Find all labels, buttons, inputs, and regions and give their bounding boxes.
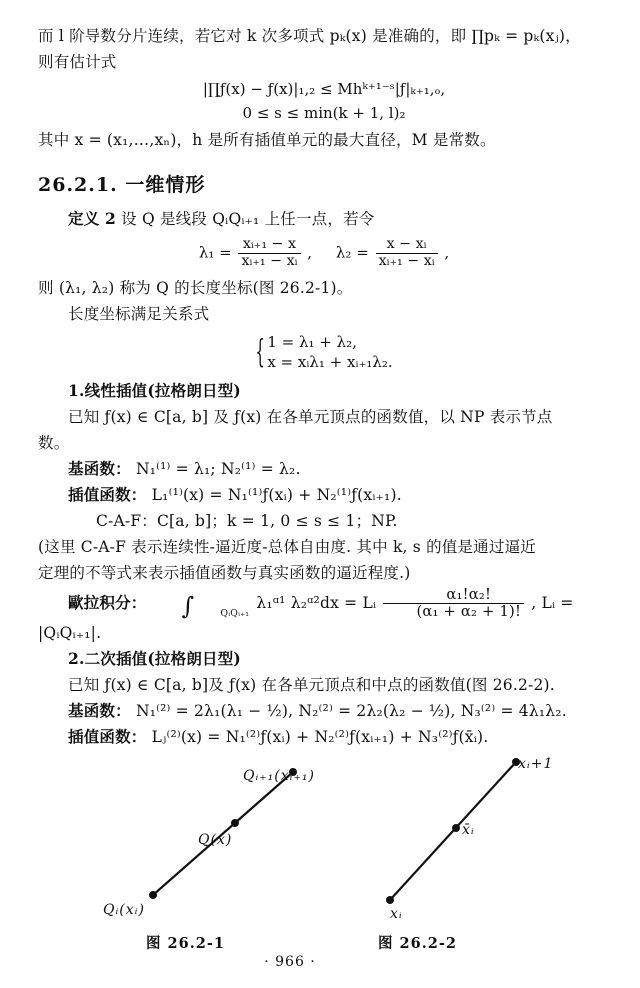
paragraph-line: 则有估计式 — [38, 53, 117, 72]
figure-26-2-1-caption: 图 26.2-1 — [146, 935, 225, 952]
figure-26-2-2-label-mid: x̄ᵢ — [462, 822, 475, 838]
interpolation-function-line — [38, 483, 610, 507]
equation-2-lhs1: λ₁ = — [198, 243, 232, 262]
euler-integral-line — [38, 587, 610, 646]
subsection-heading-2: 2.二次插值(拉格朗日型) — [68, 649, 241, 669]
figure-26-2-1-label-mid: Q(x) — [198, 832, 233, 848]
paragraph-line: 其中 x = (x₁,…,xₙ)，h 是所有插值单元的最大直径，M 是常数。 — [38, 131, 496, 150]
integral-lower-limit: QᵢQᵢ₊₁ — [220, 607, 250, 619]
endpoint-lower-dot — [386, 896, 394, 904]
figure-26-2-2-label-lower: xᵢ — [390, 906, 403, 922]
figure-26-2-2-graphic — [348, 740, 608, 925]
interpolation-function-body: L₁⁽¹⁾(x) = N₁⁽¹⁾ƒ(xᵢ) + N₂⁽¹⁾ƒ(xᵢ₊₁). — [151, 485, 402, 504]
endpoint-lower-dot — [149, 891, 157, 899]
basis-function-body: N₁⁽¹⁾ = λ₁; N₂⁽¹⁾ = λ₂. — [135, 459, 301, 478]
figure-26-2-1-label-lower: Qᵢ(xᵢ) — [103, 902, 145, 918]
paragraph-line: 数。 — [38, 433, 70, 452]
equation-2 — [38, 237, 610, 270]
equation-2-fraction-2 — [376, 237, 438, 270]
fraction-denominator: (α₁ + α₂ + 1)! — [383, 603, 524, 620]
euler-integral-label: 歐拉积分： — [68, 592, 147, 612]
fraction-denominator: xᵢ₊₁ − xᵢ — [376, 253, 438, 270]
euler-integral-fraction — [383, 587, 524, 621]
midpoint-dot — [452, 824, 460, 832]
segment-line — [390, 762, 516, 900]
fraction-denominator: xᵢ₊₁ − xᵢ — [238, 253, 300, 270]
interpolation-function-label: 插值函数： — [68, 484, 147, 504]
paragraph-line: (这里 C-A-F 表示连续性-逼近度-总体自由度. 其中 k, s 的值是通过逼近 — [38, 537, 536, 556]
equation-3-line-1: { 1 = λ₁ + λ₂, — [267, 333, 357, 351]
figures-area — [38, 740, 610, 952]
equation-2-lhs2: λ₂ = — [335, 243, 369, 262]
equation-2-separator: , — [307, 243, 332, 262]
figure-26-2-2-caption: 图 26.2-2 — [378, 935, 457, 952]
equation-3-line-2: x = xᵢλ₁ + xᵢ₊₁λ₂. — [267, 353, 393, 372]
figure-26-2-1-label-upper: Qᵢ₊₁(xᵢ₊₁) — [243, 768, 315, 784]
basis-function-line — [38, 457, 610, 481]
fraction-numerator: α₁!α₂! — [446, 585, 492, 603]
basis-function-label: 基函数： — [68, 701, 131, 721]
paragraph-line: 已知 ƒ(x) ∈ C[a, b]及 ƒ(x) 在各单元顶点和中点的函数值(图 26.2-2). — [68, 676, 555, 695]
definition-text: 设 Q 是线段 QᵢQᵢ₊₁ 上任一点，若令 — [121, 210, 375, 229]
fraction-numerator: xᵢ₊₁ − x — [242, 236, 297, 253]
interpolation-function-body: Lⱼ⁽²⁾(x) = N₁⁽²⁾ƒ(xᵢ) + N₂⁽²⁾ƒ(xᵢ₊₁) + N₃⁽²⁾ƒ(x̄ᵢ). — [151, 728, 489, 747]
equation-2-fraction-1 — [238, 237, 300, 270]
basis-function-label: 基函数： — [68, 458, 131, 478]
euler-integral-tail: , Lᵢ = |QᵢQᵢ₊₁|. — [38, 593, 574, 643]
euler-integral-body: λ₁ᵅ¹ λ₂ᵅ²dx = Lᵢ — [256, 593, 377, 612]
fraction-numerator: x − xᵢ — [386, 236, 427, 253]
paragraph-line: 定理的不等式来表示插值函数与真实函数的逼近程度.) — [38, 563, 411, 582]
caf-line: C-A-F：C[a, b]；k = 1, 0 ≤ s ≤ 1；NP. — [96, 511, 398, 530]
paragraph-line: 则 (λ₁, λ₂) 称为 Q 的长度坐标(图 26.2-1)。 — [38, 278, 353, 297]
paragraph-line: 长度坐标满足关系式 — [68, 304, 210, 323]
equation-3 — [38, 332, 610, 373]
equation-1-condition: 0 ≤ s ≤ min(k + 1, l)₂ — [242, 104, 406, 123]
midpoint-dot — [231, 819, 239, 827]
section-heading: 26.2.1. 一维情形 — [38, 174, 206, 197]
integral-icon: ∫ — [181, 592, 195, 621]
paragraph-line: 而 l 阶导数分片连续，若它对 k 次多项式 pₖ(x) 是准确的，即 ∏pₖ = pₖ(xⱼ)， — [38, 27, 581, 45]
equation-2-comma: , — [444, 243, 450, 262]
basis-function-body: N₁⁽²⁾ = 2λ₁(λ₁ − ½), N₂⁽²⁾ = 2λ₂(λ₂ − ½), N₃⁽²⁾ = 4λ₁λ₂. — [135, 702, 567, 721]
definition-label: 定义 2 — [68, 209, 116, 229]
paragraph-line: 已知 ƒ(x) ∈ C[a, b] 及 ƒ(x) 在各单元顶点的函数值，以 NP 表示节点 — [68, 407, 553, 426]
page-body — [38, 24, 610, 751]
equation-1: |∏ƒ(x) − ƒ(x)|₁,₂ ≤ Mhᵏ⁺¹⁻ˢ|ƒ|ₖ₊₁,ₒ, — [202, 80, 446, 99]
brace-group — [255, 332, 392, 373]
page-number-area — [0, 954, 640, 970]
definition-line — [38, 207, 610, 231]
interpolation-function-label: 插值函数： — [68, 727, 147, 747]
figure-26-2-2-label-upper: xᵢ+1 — [518, 756, 554, 772]
subsection-heading-1: 1.线性插值(拉格朗日型) — [68, 380, 241, 400]
page-number: · 966 · — [264, 954, 316, 970]
basis-function-line-2 — [38, 699, 610, 723]
